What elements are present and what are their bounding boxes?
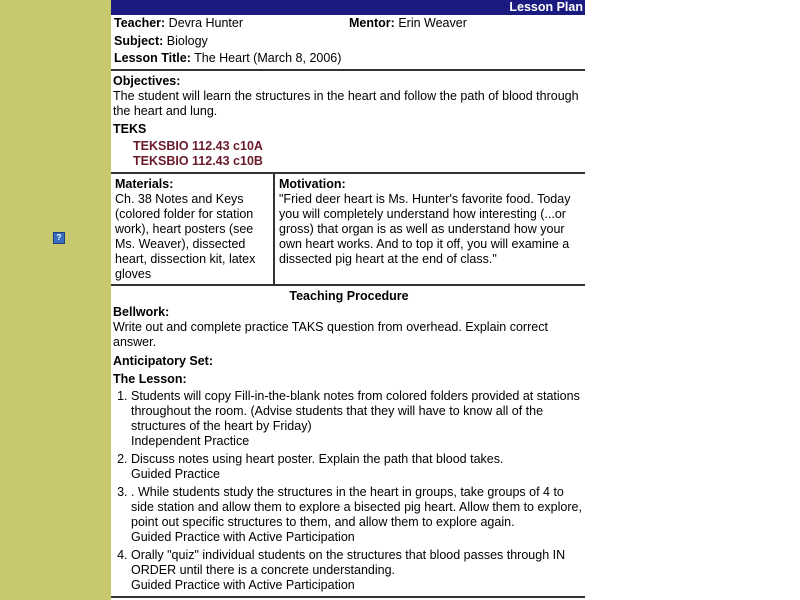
materials-motivation	[111, 174, 585, 284]
step-mode: Guided Practice with Active Participation	[131, 529, 355, 544]
step-mode: Guided Practice with Active Participation	[131, 577, 355, 592]
step-text: 4. Orally "quiz" individual students on the structures that blood passes through IN ORDER until there is a concrete understanding.	[131, 547, 566, 577]
motivation-text: "Fried deer heart is Ms. Hunter's favorite food. Today you will completely understand how interesting (...or gross) that organ is as well as understand how your own heart works. And to top it off, you will examine a dissected pig heart at the end of class."	[279, 191, 571, 266]
materials	[111, 174, 275, 284]
mentor-value: Erin Weaver	[398, 16, 467, 30]
teks-list	[111, 137, 585, 172]
step-text: 3. . While students study the structures in the heart in groups, take groups of 4 to side station and allow them to explore a bisected pig heart. Allow them to explore, point out specific structures to them, and allow them to explore again.	[131, 484, 582, 529]
teks-item: TEKSBIO 112.43 c10A	[133, 138, 263, 153]
mentor	[349, 15, 467, 33]
mentor-label: Mentor:	[349, 16, 395, 30]
divider	[111, 596, 585, 598]
step-text: 1. Students will copy Fill-in-the-blank notes from colored folders provided at stations throughout the room. (Advise students that they will have to know all of the structures of the heart by Friday)	[131, 388, 580, 433]
title-row	[111, 50, 585, 69]
materials-heading: Materials:	[115, 176, 174, 191]
help-icon[interactable]: ?	[53, 232, 65, 244]
objectives-heading: Objectives:	[113, 73, 181, 88]
procedure	[111, 286, 585, 593]
procedure-heading: Teaching Procedure	[289, 288, 409, 303]
teacher-row	[111, 15, 585, 33]
title-value: The Heart (March 8, 2006)	[194, 51, 342, 65]
list-item	[131, 389, 585, 449]
subject-label: Subject:	[114, 33, 164, 48]
motivation-heading: Motivation:	[279, 176, 346, 191]
step-mode: Guided Practice	[131, 466, 220, 481]
list-item	[131, 548, 585, 593]
motivation	[275, 174, 585, 284]
teacher-label: Teacher:	[114, 16, 166, 30]
banner: Lesson Plan	[111, 0, 585, 15]
lesson-steps	[113, 389, 585, 593]
subject-row	[111, 33, 585, 51]
list-item	[131, 485, 585, 545]
bellwork-text: Write out and complete practice TAKS question from overhead. Explain correct answer.	[113, 319, 548, 349]
title-label: Lesson Title:	[114, 51, 191, 65]
step-mode: Independent Practice	[131, 433, 250, 448]
anticipatory-heading: Anticipatory Set:	[113, 353, 214, 368]
objectives-text: The student will learn the structures in the heart and follow the path of blood through the heart and lung.	[113, 88, 579, 118]
teacher-value: Devra Hunter	[168, 16, 244, 30]
bellwork-heading: Bellwork:	[113, 304, 170, 319]
teks-item: TEKSBIO 112.43 c10B	[133, 153, 263, 168]
step-text: 2. Discuss notes using heart poster. Explain the path that blood takes.	[131, 451, 504, 466]
lesson-plan	[111, 0, 585, 598]
teks-heading: TEKS	[113, 121, 147, 136]
sidebar	[0, 0, 111, 600]
subject-value: Biology	[166, 33, 208, 48]
materials-text: Ch. 38 Notes and Keys (colored folder for station work), heart posters (see Ms. Weaver), dissected heart, dissection kit, latex gloves	[115, 191, 256, 281]
list-item	[131, 452, 585, 482]
lesson-heading: The Lesson:	[113, 371, 187, 386]
objectives	[111, 71, 585, 137]
